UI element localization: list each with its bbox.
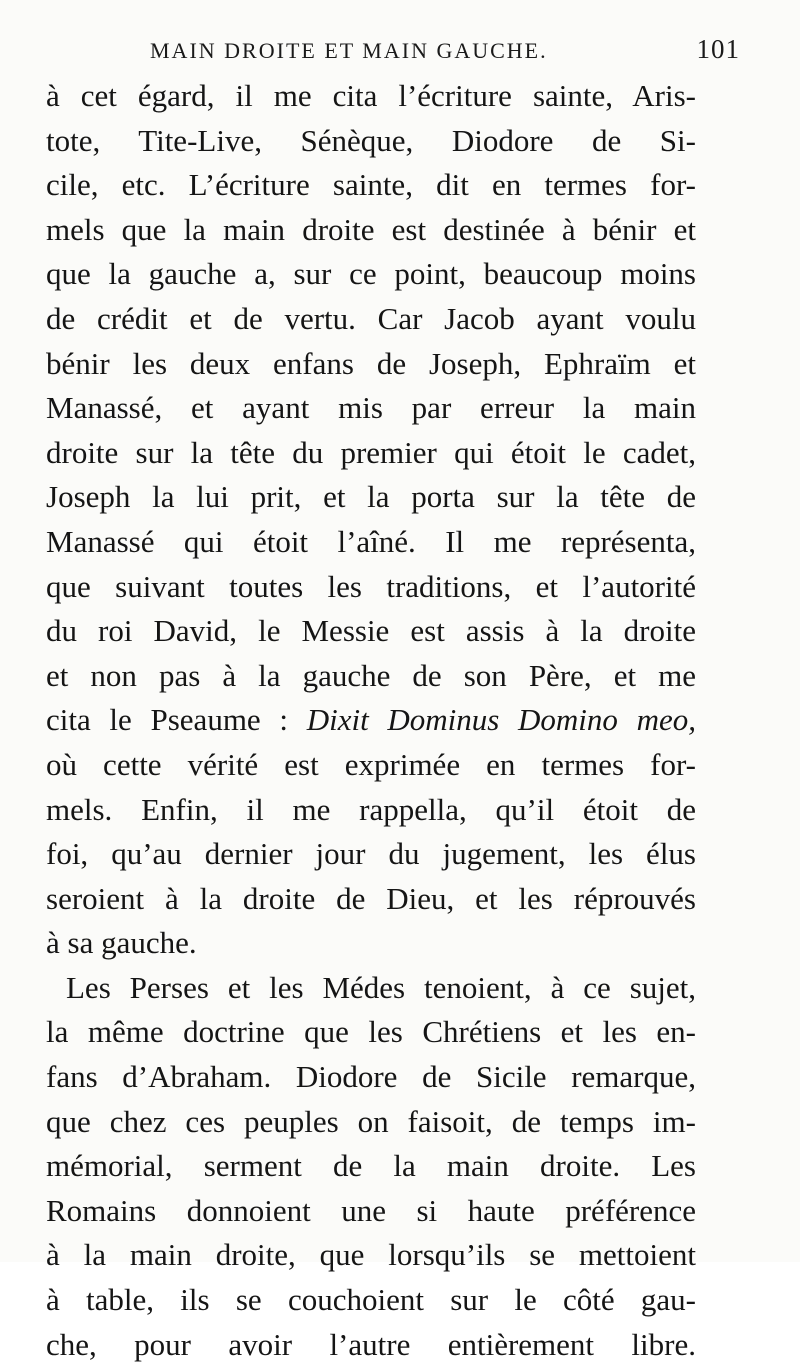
text-line: de crédit et de vertu. Car Jacob ayant voulu (46, 300, 696, 336)
text-line: la même doctrine que les Chrétiens et les en- (46, 1014, 696, 1050)
text-line: che, pour avoir l’autre entièrement libre. (46, 1326, 696, 1362)
text-line: que la gauche a, sur ce point, beaucoup moins (46, 256, 696, 292)
paragraph-start-line: Les Perses et les Médes tenoient, à ce sujet, (66, 969, 696, 1005)
text-line: Manassé qui étoit l’aîné. Il me représenta, (46, 523, 696, 559)
text-line: que suivant toutes les traditions, et l’autorité (46, 568, 696, 604)
text-line-with-quote (46, 698, 696, 743)
text-line: seroient à la droite de Dieu, et les réprouvés (46, 880, 696, 916)
text-line: à la main droite, que lorsqu’ils se mettoient (46, 1237, 696, 1273)
text-line: foi, qu’au dernier jour du jugement, les élus (46, 836, 696, 872)
text-line: bénir les deux enfans de Joseph, Ephraïm et (46, 345, 696, 381)
text-line: mels que la main droite est destinée à bénir et (46, 211, 696, 247)
text-line: fans d’Abraham. Diodore de Sicile remarque, (46, 1059, 696, 1095)
text-line: à sa gauche. (46, 925, 197, 961)
text-line: cile, etc. L’écriture sainte, dit en termes for- (46, 167, 696, 203)
page-number: 101 (696, 34, 740, 64)
text-line: à table, ils se couchoient sur le côté gau- (46, 1282, 696, 1318)
text-line: du roi David, le Messie est assis à la droite (46, 613, 696, 649)
text-line: où cette vérité est exprimée en termes for- (46, 746, 696, 782)
text-line: Manassé, et ayant mis par erreur la main (46, 390, 696, 426)
text-line: que chez ces peuples on faisoit, de temps im- (46, 1103, 696, 1139)
text-line-segment: cita le Pseaume : (46, 702, 288, 738)
text-line: mémorial, serment de la main droite. Les (46, 1148, 696, 1184)
latin-quote: Dixit Dominus Domino meo, (306, 702, 696, 738)
text-line: et non pas à la gauche de son Père, et me (46, 657, 696, 693)
text-line: droite sur la tête du premier qui étoit le cadet, (46, 434, 696, 470)
text-line: tote, Tite-Live, Sénèque, Diodore de Si- (46, 122, 696, 158)
text-line: Joseph la lui prit, et la porta sur la tête de (46, 479, 696, 515)
text-line: mels. Enfin, il me rappella, qu’il étoit de (46, 791, 696, 827)
running-title: MAIN DROITE ET MAIN GAUCHE. (150, 38, 548, 63)
text-line: Romains donnoient une si haute préférence (46, 1192, 696, 1228)
running-head (40, 30, 740, 70)
body-text (46, 74, 696, 1367)
text-line: à cet égard, il me cita l’écriture sainte, Aris- (46, 78, 696, 113)
